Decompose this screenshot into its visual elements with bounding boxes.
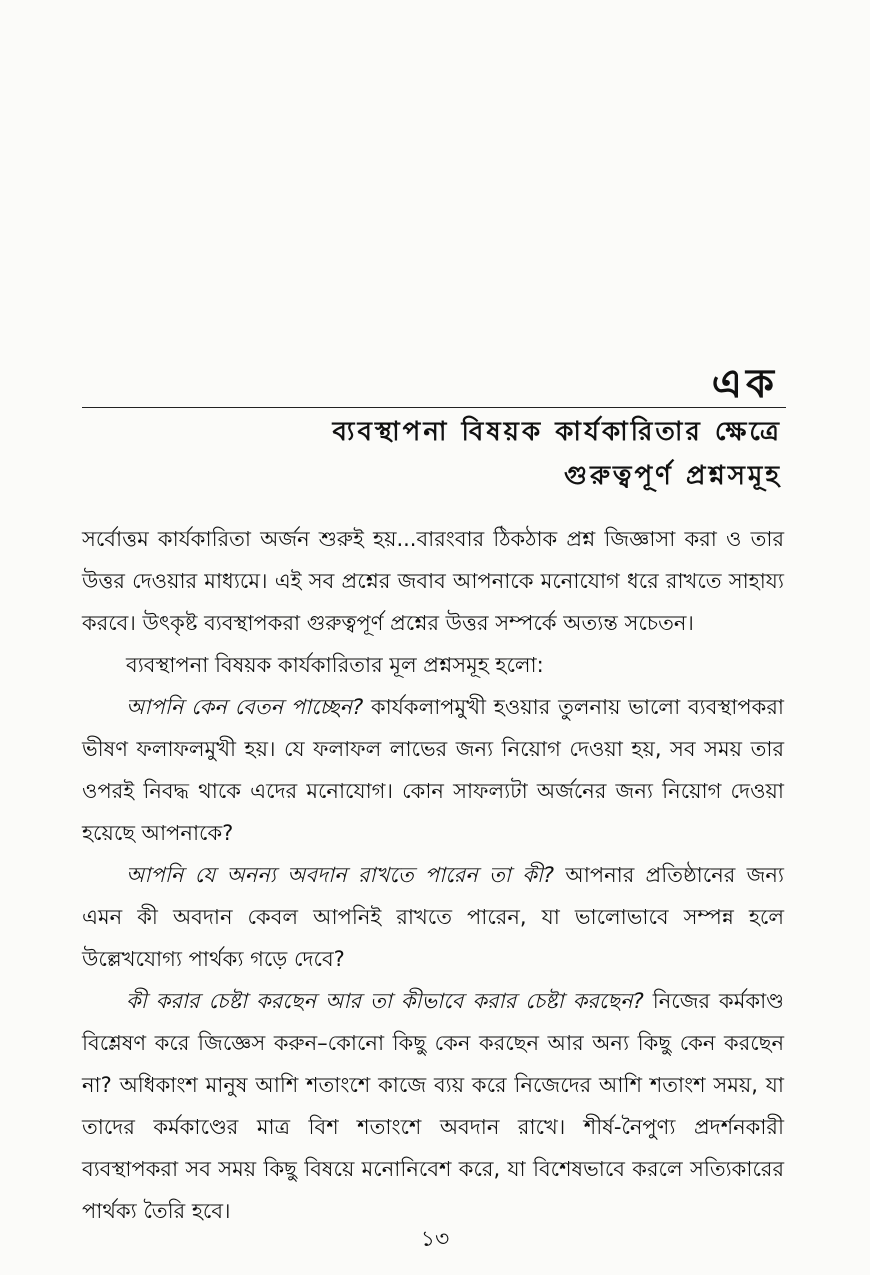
body-text [82,518,784,1232]
chapter-title [122,410,782,498]
paragraph-text: সর্বোত্তম কার্যকারিতা অর্জন শুরুই হয়...বারংবার ঠিকঠাক প্রশ্ন জিজ্ঞাসা করা ও তার উত্তর দেওয়ার মাধ্যমে। এই সব প্রশ্নের জবাব আপনাকে মনোযোগ ধরে রাখতে সাহায্য করবে। উৎকৃষ্ট ব্যবস্থাপকরা গুরুত্বপূর্ণ প্রশ্নের উত্তর সম্পর্কে অত্যন্ত সচেতন। [82,527,784,635]
chapter-title-line-2: গুরুত্বপূর্ণ প্রশ্নসমূহ [564,461,782,491]
question-heading: আপনি কেন বেতন পাচ্ছেন? [126,695,364,719]
chapter-title-line-1: ব্যবস্থাপনা বিষয়ক কার্যকারিতার ক্ষেত্রে [332,417,782,447]
page-number: ১৩ [420,1227,450,1252]
title-divider [82,407,786,408]
paragraph-text: ব্যবস্থাপনা বিষয়ক কার্যকারিতার মূল প্রশ্নসমূহ হলো: [126,653,544,677]
paragraph-question-3 [82,980,784,1232]
chapter-number: এক [711,361,778,407]
question-heading: কী করার চেষ্টা করছেন আর তা কীভাবে করার চেষ্টা করছেন? [126,989,644,1013]
paragraph-text: নিজের কর্মকাণ্ড বিশ্লেষণ করে জিজ্ঞেস করুন–কোনো কিছু কেন করছেন আর অন্য কিছু কেন করছেন না? অধিকাংশ মানুষ আশি শতাংশে কাজে ব্যয় করে নিজেদের আশি শতাংশ সময়, যা তাদের কর্মকাণ্ডের মাত্র বিশ শতাংশে অবদান রাখে। শীর্ষ-নৈপুণ্য প্রদর্শনকারী ব্যবস্থাপকরা সব সময় কিছু বিষয়ে মনোনিবেশ করে, যা বিশেষভাবে করলে সত্যিকারের পার্থক্য তৈরি হবে। [82,989,784,1223]
question-heading: আপনি যে অনন্য অবদান রাখতে পারেন তা কী? [126,863,555,887]
paragraph-intro [82,518,784,644]
paragraph-lead-in [82,644,784,686]
paragraph-question-2 [82,854,784,980]
paragraph-text: কার্যকলাপমুখী হওয়ার তুলনায় ভালো ব্যবস্থাপকরা ভীষণ ফলাফলমুখী হয়। যে ফলাফল লাভের জন্য নিয়োগ দেওয়া হয়, সব সময় তার ওপরই নিবদ্ধ থাকে এদের মনোযোগ। কোন সাফল্যটা অর্জনের জন্য নিয়োগ দেওয়া হয়েছে আপনাকে? [82,695,784,845]
paragraph-question-1 [82,686,784,854]
paragraph-text: আপনার প্রতিষ্ঠানের জন্য এমন কী অবদান কেবল আপনিই রাখতে পারেন, যা ভালোভাবে সম্পন্ন হলে উল্লেখযোগ্য পার্থক্য গড়ে দেবে? [82,863,785,971]
